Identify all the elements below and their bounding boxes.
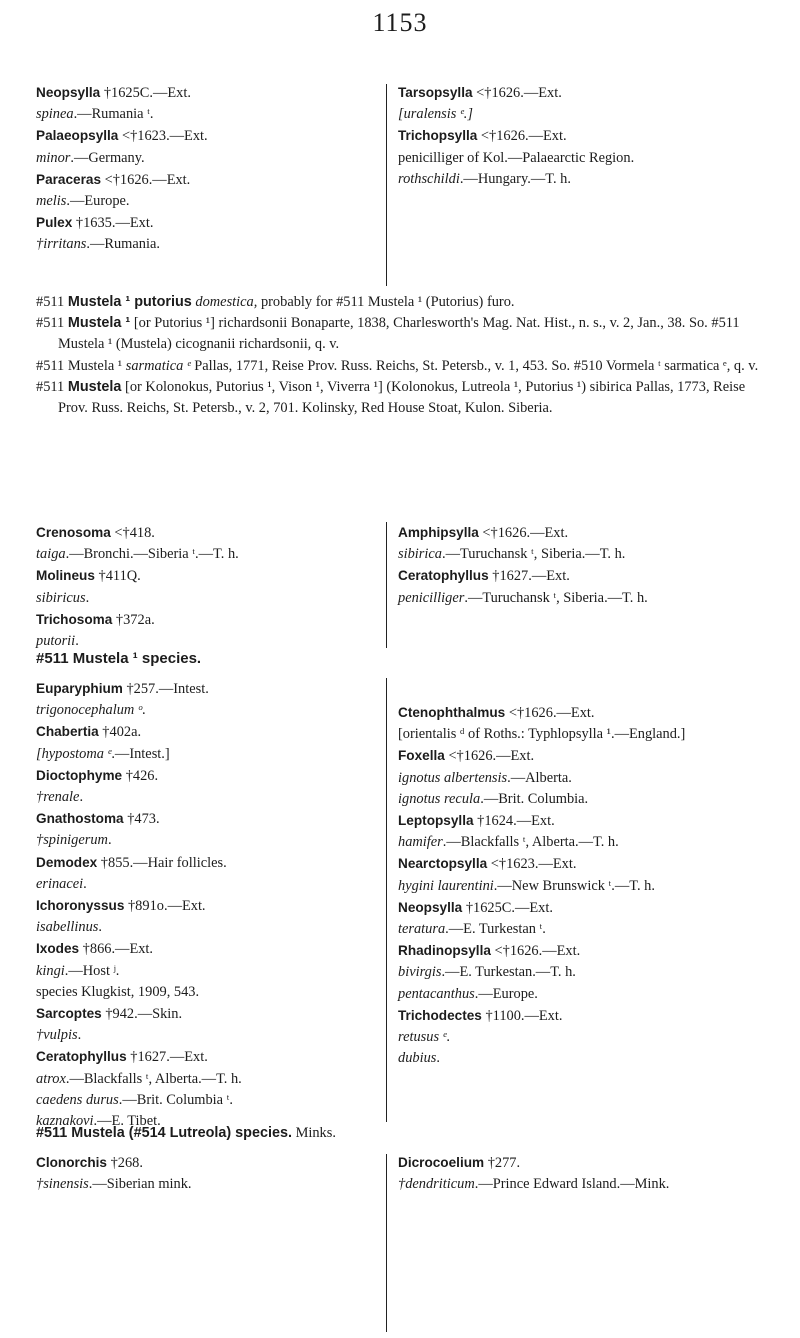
list-item — [398, 169, 736, 190]
entry-text: . — [142, 702, 146, 719]
entry-text: †855.—Hair follicles. — [97, 854, 227, 871]
entry-text: <†418. — [110, 525, 155, 541]
entry-text: †1625C.—Ext. — [462, 899, 553, 916]
entry-text: [orientalis ᵈ of Roths.: Typhlopsylla ¹.—England.] — [398, 726, 686, 743]
list-item — [398, 544, 736, 565]
entry-text: .—Brit. Columbia ᵗ. — [118, 1091, 234, 1108]
list-item — [36, 938, 374, 960]
block1-right-column — [398, 82, 736, 190]
entry-text: †411Q. — [94, 568, 141, 585]
list-item — [398, 810, 736, 832]
entry-text: probably for #511 Mustela ¹ (Putorius) furo. — [257, 294, 515, 310]
entry-text: †1624.—Ext. — [473, 813, 555, 830]
entry-text: †1627.—Ext. — [126, 1049, 208, 1066]
entry-text: [or Kolonokus, Putorius ¹, Vison ¹, Viverra ¹] (Kolonokus, Lutreola ¹, Putorius ¹) sibirica Pallas, 1773, Reise Prov. Russ. Reichs, St. Petersb., v. 2, 701. Kolinsky, Red House Stoat, Kulon. Siberia. — [58, 378, 746, 417]
species-name: [uralensis ᵉ.] — [398, 106, 473, 123]
genus-name: Ceratophyllus — [398, 568, 489, 584]
heading-lutreola-bold: #511 Mustela (#514 Lutreola) species. — [36, 1125, 292, 1141]
entry-text: . — [83, 875, 87, 892]
entry-richardsonii — [36, 313, 762, 355]
entry-text: .—Alberta. — [507, 769, 572, 786]
entry-text: †277. — [484, 1155, 521, 1171]
entry-text: .—E. Tibet. — [93, 1113, 161, 1130]
genus-name: Tarsopsylla — [398, 85, 473, 100]
species-name: †renale — [36, 789, 80, 806]
entry-text: species Klugkist, 1909, 543. — [36, 983, 200, 1000]
entry-text: . — [107, 832, 112, 849]
list-item — [398, 853, 736, 875]
list-item — [398, 702, 736, 724]
species-name: melis — [36, 193, 67, 210]
list-item — [398, 1152, 736, 1174]
entry-text: .—Bronchi.—Siberia ᵗ.—T. h. — [65, 546, 239, 563]
entry-prefix: #511 — [36, 378, 68, 395]
entry-text: †942.—Skin. — [101, 1006, 183, 1023]
genus-name: Trichopsylla — [398, 128, 478, 144]
block3-right-column — [398, 702, 736, 1069]
entry-text: .—Host ʲ. — [64, 962, 120, 979]
list-item — [398, 1027, 736, 1048]
list-item — [398, 940, 736, 962]
entry-text: †473. — [123, 811, 160, 828]
entry-text: .—Turuchansk ᵗ, Siberia.—T. h. — [441, 546, 626, 563]
species-name: atrox — [36, 1070, 66, 1087]
list-item — [36, 565, 374, 587]
species-name: spinea — [36, 106, 74, 123]
fullwidth-entries — [36, 292, 762, 419]
entry-text: . — [436, 1050, 440, 1067]
genus-name: Leptopsylla — [398, 813, 474, 829]
list-item — [398, 1005, 736, 1027]
list-item — [398, 789, 736, 810]
entry-text: .—Blackfalls ᵗ, Alberta.—T. h. — [442, 834, 619, 851]
list-item — [36, 82, 374, 104]
species-name: hygini laurentini — [398, 877, 494, 894]
species-name: retusus ᵉ — [398, 1029, 447, 1046]
list-item — [398, 962, 736, 983]
species-name: kaznakovi — [36, 1113, 94, 1130]
list-item — [398, 832, 736, 853]
genus-name: Trichodectes — [398, 1007, 482, 1023]
species-name: sibirica — [398, 546, 442, 563]
entry-text: .—Europe. — [474, 985, 538, 1002]
list-item — [36, 544, 374, 565]
column-divider — [386, 1154, 387, 1332]
species-name: penicilliger — [398, 589, 465, 606]
entry-prefix: #511 — [36, 294, 68, 310]
genus-name: Ixodes — [36, 941, 80, 957]
list-item — [398, 588, 736, 609]
genus-name: Neopsylla — [36, 85, 101, 100]
list-item — [398, 745, 736, 767]
species-name: erinacei — [36, 875, 84, 892]
entry-text: <†1626.—Ext. — [444, 748, 535, 765]
entry-text: <†1626.—Ext. — [478, 525, 569, 541]
entry-text: <†1626.—Ext. — [505, 705, 595, 721]
list-item — [36, 1174, 374, 1195]
genus-name: Trichosoma — [36, 611, 113, 627]
block2-left-column — [36, 522, 374, 652]
list-item — [36, 522, 374, 544]
entry-text: .—Intest.] — [111, 745, 170, 762]
entry-bold-name: Mustela ¹ — [67, 315, 131, 332]
genus-name: Foxella — [398, 748, 445, 764]
list-item — [36, 1152, 374, 1174]
genus-name: Ctenophthalmus — [398, 705, 506, 720]
genus-name: Palaeopsylla — [36, 128, 119, 144]
heading-lutreola-plain: Minks. — [291, 1125, 336, 1141]
column-divider — [386, 522, 387, 648]
list-item — [398, 82, 736, 104]
species-name: ignotus recula — [398, 790, 481, 807]
species-name: taiga — [36, 546, 66, 563]
entry-text: .—Turuchansk ᵗ, Siberia.—T. h. — [464, 589, 648, 606]
entry-text: penicilliger of Kol.—Palaearctic Region. — [398, 149, 635, 166]
genus-name: Neopsylla — [398, 899, 463, 915]
species-name: †spinigerum — [36, 832, 108, 849]
species-name: trigonocephalum ᵒ — [36, 702, 143, 719]
genus-name: Gnathostoma — [36, 811, 124, 827]
entry-sibirica — [36, 377, 762, 419]
list-item — [398, 984, 736, 1005]
entry-text: Pallas, 1771, Reise Prov. Russ. Reichs, St. Petersb., v. 1, 453. So. #510 Vormela ᵗ sarmatica ᵉ, q. v. — [190, 357, 759, 374]
list-item — [398, 876, 736, 897]
list-item — [398, 148, 736, 169]
entry-text: . — [446, 1029, 451, 1046]
list-item — [398, 919, 736, 940]
list-item — [36, 609, 374, 631]
list-item — [36, 765, 374, 787]
list-item — [36, 1069, 374, 1090]
column-divider — [386, 84, 387, 286]
block3-left-column — [36, 678, 374, 1132]
entry-text: .—E. Turkestan ᵗ. — [445, 921, 546, 938]
block4-right-column — [398, 1152, 736, 1195]
entry-text: †1100.—Ext. — [481, 1007, 563, 1024]
entry-text: †268. — [107, 1155, 143, 1171]
species-name: minor — [36, 149, 71, 166]
entry-text: †372a. — [112, 611, 155, 628]
list-item — [36, 169, 374, 191]
list-item — [36, 917, 374, 938]
species-name: teratura — [398, 921, 446, 938]
list-item — [36, 1090, 374, 1111]
genus-name: Nearctopsylla — [398, 856, 488, 872]
species-name: bivirgis — [398, 964, 442, 981]
species-name: putorii — [36, 633, 76, 650]
list-item — [398, 125, 736, 147]
list-item — [36, 191, 374, 212]
list-item — [398, 897, 736, 919]
entry-text: †402a. — [98, 724, 142, 741]
block1-left-column — [36, 82, 374, 256]
entry-text: .—E. Turkestan.—T. h. — [441, 964, 576, 981]
genus-name: Demodex — [36, 854, 98, 870]
entry-italic-name: sarmatica ᵉ — [125, 357, 191, 374]
list-item — [36, 744, 374, 765]
genus-name: Dioctophyme — [36, 767, 123, 783]
species-name: isabellinus — [36, 919, 99, 936]
species-name: †irritans — [36, 236, 87, 253]
entry-text: [or Putorius ¹] richardsonii Bonaparte, 1838, Charlesworth's Mag. Nat. Hist., n. s., v. 2, Jan., 38. So. #511 Mustela ¹ (Mustela) cicognanii richardsonii, q. v. — [58, 315, 740, 353]
entry-text: .—Europe. — [66, 193, 130, 210]
entry-text: †1625C.—Ext. — [100, 85, 191, 101]
list-item — [36, 1003, 374, 1025]
entry-text: . — [98, 919, 102, 936]
entry-text: †1627.—Ext. — [488, 568, 570, 585]
list-item — [36, 678, 374, 700]
list-item — [36, 895, 374, 917]
list-item — [36, 808, 374, 830]
entry-text: .—Hungary.—T. h. — [459, 170, 571, 187]
genus-name: Dicrocoelium — [398, 1155, 485, 1170]
list-item — [36, 982, 374, 1003]
section-heading-lutreola — [36, 1125, 336, 1142]
species-name: dubius — [398, 1050, 437, 1067]
entry-text: . — [77, 1027, 82, 1044]
list-item — [36, 852, 374, 874]
block2-right-column — [398, 522, 736, 609]
block4-left-column — [36, 1152, 374, 1195]
list-item — [36, 874, 374, 895]
list-item — [36, 700, 374, 721]
species-name: †dendriticum — [398, 1176, 475, 1193]
entry-text: †891o.—Ext. — [124, 898, 206, 915]
genus-name: Molineus — [36, 568, 95, 584]
entry-text: <†1626.—Ext. — [472, 85, 562, 101]
entry-text: .—Rumania ᵗ. — [73, 106, 154, 123]
list-item — [398, 522, 736, 544]
list-item — [398, 1174, 736, 1195]
entry-text: <†1623.—Ext. — [487, 856, 577, 873]
entry-text: <†1623.—Ext. — [118, 128, 208, 145]
entry-text: . — [75, 633, 79, 650]
species-name: [hypostoma ᵉ — [36, 745, 112, 762]
list-item — [398, 104, 736, 125]
list-item — [36, 588, 374, 609]
list-item — [36, 1046, 374, 1068]
species-name: sibiricus — [36, 589, 86, 606]
list-item — [36, 212, 374, 234]
entry-text: .—Brit. Columbia. — [480, 790, 589, 807]
entry-text: †257.—Intest. — [122, 681, 209, 697]
list-item — [36, 1025, 374, 1046]
list-item — [36, 830, 374, 851]
entry-text: .—New Brunswick ᵗ.—T. h. — [493, 877, 655, 894]
list-item — [36, 787, 374, 808]
page-number: 1153 — [372, 8, 428, 37]
species-name: rothschildi — [398, 170, 460, 187]
genus-name: Sarcoptes — [36, 1006, 102, 1022]
entry-text: <†1626.—Ext. — [101, 171, 191, 188]
genus-name: Rhadinopsylla — [398, 943, 491, 959]
genus-name: Paraceras — [36, 171, 102, 187]
entry-putorius-furo — [36, 292, 762, 313]
entry-text: <†1626.—Ext. — [490, 943, 581, 960]
list-item — [398, 768, 736, 789]
entry-text: . — [79, 789, 84, 806]
genus-name: Euparyphium — [36, 681, 123, 696]
entry-bold-name: Mustela — [67, 378, 122, 395]
entry-text: †866.—Ext. — [79, 941, 154, 958]
entry-sarmatica — [36, 356, 762, 377]
entry-text: .—Blackfalls ᵗ, Alberta.—T. h. — [65, 1070, 242, 1087]
genus-name: Amphipsylla — [398, 525, 479, 540]
entry-text: . — [85, 589, 90, 606]
species-name: hamifer — [398, 834, 443, 851]
column-divider — [386, 678, 387, 1122]
genus-name: Ichoronyssus — [36, 898, 125, 914]
genus-name: Ceratophyllus — [36, 1049, 127, 1065]
list-item — [36, 148, 374, 169]
species-name: pentacanthus — [398, 985, 475, 1002]
entry-text: †426. — [122, 767, 159, 784]
list-item — [398, 1048, 736, 1069]
entry-prefix: #511 — [36, 315, 68, 332]
entry-text: .—Rumania. — [86, 236, 160, 253]
list-item — [36, 234, 374, 255]
species-name: ignotus albertensis — [398, 769, 508, 786]
entry-italic-name: domestica, — [191, 294, 258, 310]
species-name: †vulpis — [36, 1027, 78, 1044]
list-item — [36, 125, 374, 147]
list-item — [36, 961, 374, 982]
list-item — [398, 565, 736, 587]
section-heading-species: #511 Mustela ¹ species. — [36, 650, 202, 667]
entry-text: .—Siberian mink. — [88, 1176, 192, 1193]
genus-name: Pulex — [36, 215, 73, 231]
genus-name: Chabertia — [36, 724, 99, 740]
entry-text: <†1626.—Ext. — [477, 128, 567, 145]
genus-name: Clonorchis — [36, 1155, 107, 1170]
entry-text: .—Germany. — [70, 149, 145, 166]
list-item — [36, 104, 374, 125]
entry-bold-name: Mustela ¹ putorius — [67, 294, 192, 310]
list-item — [398, 724, 736, 745]
entry-text: †1635.—Ext. — [72, 215, 154, 232]
list-item — [36, 721, 374, 743]
species-name: caedens durus — [36, 1091, 119, 1108]
species-name: †sinensis — [36, 1176, 89, 1193]
entry-text: .—Prince Edward Island.—Mink. — [474, 1176, 670, 1193]
species-name: kingi — [36, 962, 65, 979]
entry-prefix: #511 Mustela ¹ — [36, 357, 126, 374]
genus-name: Crenosoma — [36, 525, 111, 540]
